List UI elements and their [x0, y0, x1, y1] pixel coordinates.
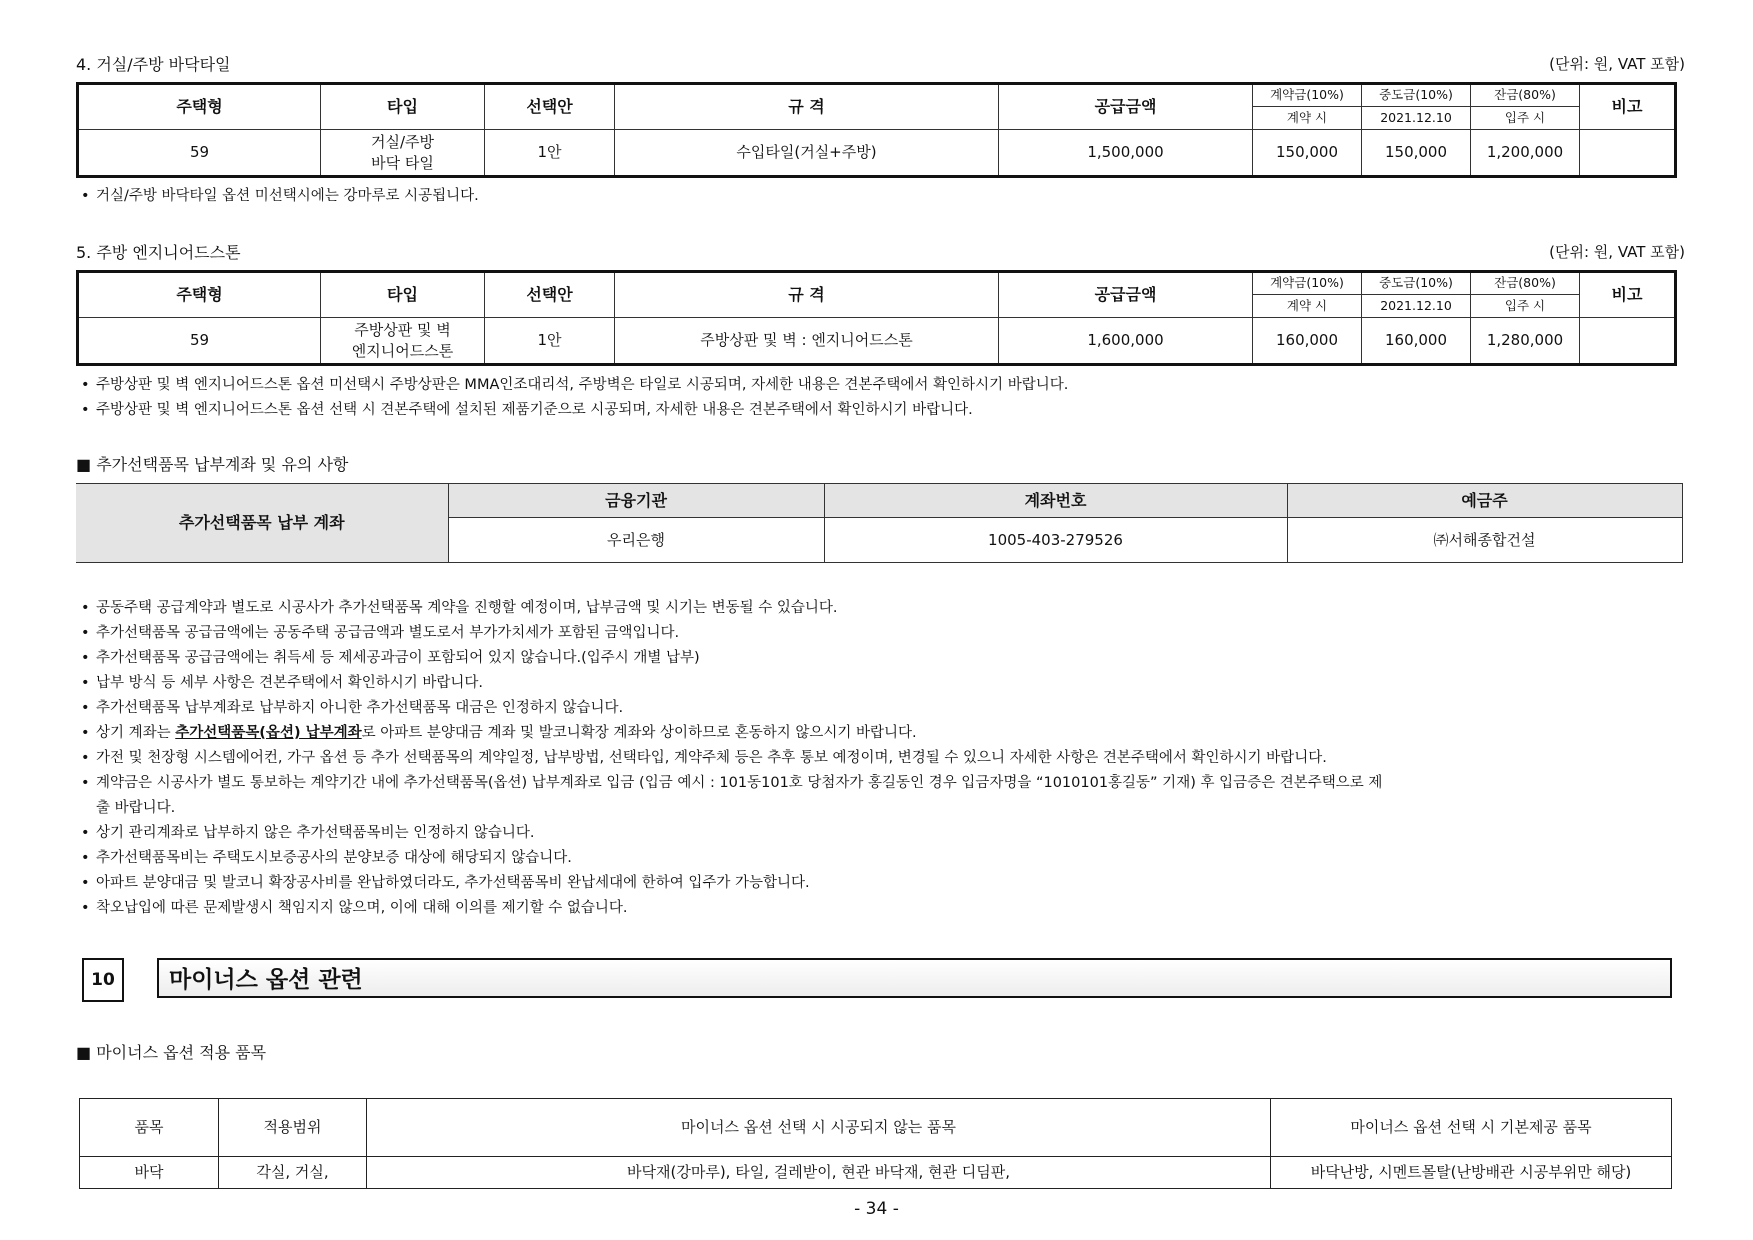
section-title: 마이너스 옵션 관련 — [157, 958, 1672, 998]
cell-note — [1580, 318, 1676, 365]
notice-text: 계약금은 시공사가 별도 통보하는 계약기간 내에 추가선택품목(옵션) 납부계좌로 입금 (입금 예시 : 101동101호 당첨자가 홍길동인 경우 입금자명을 “1010101홍길동” 기재) 후 입금증은 견본주택으로 제 — [96, 775, 1383, 791]
notice-list — [76, 596, 1681, 921]
header-middle-when: 2021.12.10 — [1362, 107, 1471, 130]
minus-subtitle: ■ 마이너스 옵션 적용 품목 — [76, 1043, 267, 1062]
notice-item: • 상기 관리계좌로 납부하지 않은 추가선택품목비는 인정하지 않습니다. — [76, 821, 1681, 846]
header-house-type: 주택형 — [78, 272, 321, 318]
header-note: 비고 — [1580, 272, 1676, 318]
header-balance-when: 입주 시 — [1471, 107, 1580, 130]
cell-basic: 바닥난방, 시멘트몰탈(난방배관 시공부위만 해당) — [1271, 1157, 1672, 1189]
notice-item: • 추가선택품목 납부계좌로 납부하지 아니한 추가선택품목 대금은 인정하지 않습니다. — [76, 696, 1681, 721]
cell-deposit: 160,000 — [1253, 318, 1362, 365]
section4-unit: (단위: 원, VAT 포함) — [1549, 55, 1685, 73]
header-account-number: 계좌번호 — [824, 484, 1287, 518]
cell-middle: 150,000 — [1362, 130, 1471, 177]
account-holder: ㈜서해종합건설 — [1287, 518, 1682, 563]
cell-supply: 1,500,000 — [999, 130, 1253, 177]
notice-text: 로 아파트 분양대금 계좌 및 발코니확장 계좌와 상이하므로 혼동하지 않으시기 바랍니다. — [361, 725, 917, 741]
cell-note — [1580, 130, 1676, 177]
cell-middle: 160,000 — [1362, 318, 1471, 365]
bank-name: 우리은행 — [448, 518, 824, 563]
section5-unit: (단위: 원, VAT 포함) — [1549, 243, 1685, 261]
page-number: - 34 - — [854, 1199, 899, 1219]
account-title: ■ 추가선택품목 납부계좌 및 유의 사항 — [76, 455, 349, 474]
header-spec: 규 격 — [615, 84, 999, 130]
header-balance-when: 입주 시 — [1471, 295, 1580, 318]
section5-table — [76, 270, 1677, 366]
cell-house-type: 59 — [78, 318, 321, 365]
cell-deposit: 150,000 — [1253, 130, 1362, 177]
note-item: • 거실/주방 바닥타일 옵션 미선택시에는 강마루로 시공됩니다. — [76, 184, 1676, 209]
cell-supply: 1,600,000 — [999, 318, 1253, 365]
type-line1: 거실/주방 — [370, 133, 434, 152]
header-basic: 마이너스 옵션 선택 시 기본제공 품목 — [1271, 1099, 1672, 1157]
header-deposit-when: 계약 시 — [1253, 107, 1362, 130]
cell-balance: 1,280,000 — [1471, 318, 1580, 365]
header-middle: 중도금(10%) — [1362, 272, 1471, 295]
header-type: 타입 — [321, 272, 485, 318]
section5-title: 5. 주방 엔지니어드스톤 — [76, 243, 241, 262]
notice-item: • 아파트 분양대금 및 발코니 확장공사비를 완납하였더라도, 추가선택품목비 완납세대에 한하여 입주가 가능합니다. — [76, 871, 1681, 896]
header-item: 품목 — [80, 1099, 219, 1157]
cell-choice: 1안 — [485, 130, 615, 177]
notice-item — [76, 771, 1681, 821]
cell-spec: 수입타일(거실+주방) — [615, 130, 999, 177]
cell-item: 바닥 — [80, 1157, 219, 1189]
header-middle-when: 2021.12.10 — [1362, 295, 1471, 318]
header-excluded: 마이너스 옵션 선택 시 시공되지 않는 품목 — [367, 1099, 1271, 1157]
header-deposit-when: 계약 시 — [1253, 295, 1362, 318]
notice-item: • 공동주택 공급계약과 별도로 시공사가 추가선택품목 계약을 진행할 예정이며, 납부금액 및 시기는 변동될 수 있습니다. — [76, 596, 1681, 621]
section-number: 10 — [82, 958, 124, 1002]
type-line1: 주방상판 및 벽 — [354, 321, 451, 340]
cell-scope: 각실, 거실, — [219, 1157, 367, 1189]
note-item: • 주방상판 및 벽 엔지니어드스톤 옵션 선택 시 견본주택에 설치된 제품기준으로 시공되며, 자세한 내용은 견본주택에서 확인하시기 바랍니다. — [76, 398, 1676, 423]
header-note: 비고 — [1580, 84, 1676, 130]
note-item: • 주방상판 및 벽 엔지니어드스톤 옵션 미선택시 주방상판은 MMA인조대리석, 주방벽은 타일로 시공되며, 자세한 내용은 견본주택에서 확인하시기 바랍니다. — [76, 373, 1676, 398]
header-balance: 잔금(80%) — [1471, 84, 1580, 107]
cell-type — [321, 318, 485, 365]
minus-table — [79, 1098, 1672, 1189]
section4-table — [76, 82, 1677, 178]
notice-item — [76, 721, 1681, 746]
type-line2: 바닥 타일 — [371, 153, 434, 172]
notice-item: • 납부 방식 등 세부 사항은 견본주택에서 확인하시기 바랍니다. — [76, 671, 1681, 696]
header-spec: 규 격 — [615, 272, 999, 318]
account-label: 추가선택품목 납부 계좌 — [76, 484, 448, 563]
header-choice: 선택안 — [485, 84, 615, 130]
section4-title: 4. 거실/주방 바닥타일 — [76, 55, 231, 74]
account-table — [76, 483, 1683, 563]
header-supply: 공급금액 — [999, 84, 1253, 130]
cell-house-type: 59 — [78, 130, 321, 177]
notice-underlined-account: 추가선택품목(옵션) 납부계좌 — [175, 725, 362, 741]
notice-item: • 추가선택품목비는 주택도시보증공사의 분양보증 대상에 해당되지 않습니다. — [76, 846, 1681, 871]
cell-choice: 1안 — [485, 318, 615, 365]
header-deposit: 계약금(10%) — [1253, 84, 1362, 107]
notice-item: • 추가선택품목 공급금액에는 취득세 등 제세공과금이 포함되어 있지 않습니다.(입주시 개별 납부) — [76, 646, 1681, 671]
header-supply: 공급금액 — [999, 272, 1253, 318]
notice-item: • 착오납입에 따른 문제발생시 책임지지 않으며, 이에 대해 이의를 제기할 수 없습니다. — [76, 896, 1681, 921]
header-holder: 예금주 — [1287, 484, 1682, 518]
section5-notes — [76, 373, 1676, 423]
header-bank: 금융기관 — [448, 484, 824, 518]
cell-spec: 주방상판 및 벽 : 엔지니어드스톤 — [615, 318, 999, 365]
header-scope: 적용범위 — [219, 1099, 367, 1157]
notice-text: 출 바랍니다. — [96, 800, 176, 816]
header-choice: 선택안 — [485, 272, 615, 318]
header-middle: 중도금(10%) — [1362, 84, 1471, 107]
type-line2: 엔지니어드스톤 — [351, 341, 454, 360]
header-deposit: 계약금(10%) — [1253, 272, 1362, 295]
header-balance: 잔금(80%) — [1471, 272, 1580, 295]
account-number: 1005-403-279526 — [824, 518, 1287, 563]
section4-notes — [76, 184, 1676, 209]
cell-type — [321, 130, 485, 177]
cell-excluded: 바닥재(강마루), 타일, 걸레받이, 현관 바닥재, 현관 디딤판, — [367, 1157, 1271, 1189]
notice-item: • 추가선택품목 공급금액에는 공동주택 공급금액과 별도로서 부가가치세가 포함된 금액입니다. — [76, 621, 1681, 646]
notice-item: • 가전 및 천장형 시스템에어컨, 가구 옵션 등 추가 선택품목의 계약일정, 납부방법, 선택타입, 계약주체 등은 추후 통보 예정이며, 변경될 수 있으니 자세한 사항은 견본주택에서 확인하시기 바랍니다. — [76, 746, 1681, 771]
header-house-type: 주택형 — [78, 84, 321, 130]
cell-balance: 1,200,000 — [1471, 130, 1580, 177]
header-type: 타입 — [321, 84, 485, 130]
notice-text: 상기 계좌는 — [96, 725, 176, 741]
